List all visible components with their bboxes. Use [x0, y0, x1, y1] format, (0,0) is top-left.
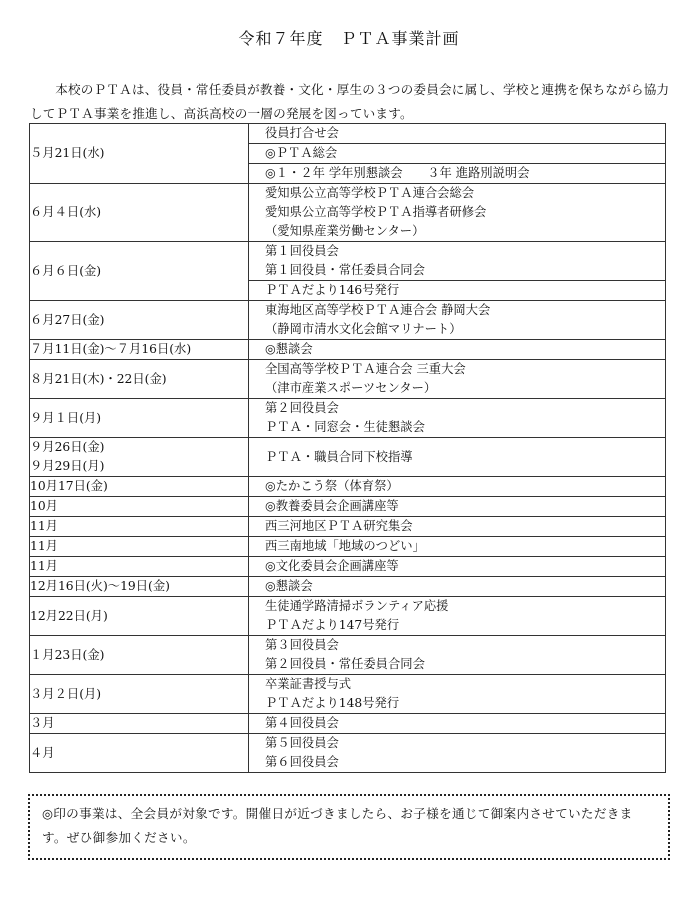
event-item: （愛知県産業労働センター） [265, 224, 425, 238]
date-text: 11月 [30, 519, 58, 533]
note-box: ◎印の事業は、全会員が対象です。開催日が近づきましたら、お子様を通じて御案内させていただきます。ぜひ御参加ください。 [28, 794, 670, 860]
date-text: ８月21日(木)・22日(金) [30, 371, 167, 386]
schedule-events [249, 184, 666, 242]
schedule-row [30, 675, 666, 714]
schedule-date [30, 636, 249, 675]
event-item: 第１回役員会 [265, 244, 339, 258]
schedule-date [30, 360, 249, 399]
schedule-events [249, 537, 666, 557]
schedule-date [30, 184, 249, 242]
event-item: 第２回役員・常任委員合同会 [265, 657, 425, 671]
schedule-row [30, 636, 666, 675]
schedule-date [30, 537, 249, 557]
schedule-events [249, 675, 666, 714]
schedule-date [30, 675, 249, 714]
event-item: 西三河地区ＰＴＡ研究集会 [265, 519, 413, 533]
event-item: 第５回役員会 [265, 736, 339, 750]
event-item: （静岡市清水文化会館マリナート） [265, 322, 462, 336]
schedule-date [30, 301, 249, 340]
event-item: ＰＴＡだより146号発行 [249, 280, 665, 300]
event-item: ◎懇談会 [265, 342, 313, 356]
schedule-row [30, 577, 666, 597]
schedule-row [30, 537, 666, 557]
schedule-events [249, 557, 666, 577]
intro-paragraph: 本校のＰＴＡは、役員・常任委員が教養・文化・厚生の３つの委員会に属し、学校と連携を保ちながら協力してＰＴＡ事業を推進し、高浜高校の一層の発展を図っています。 [30, 82, 670, 121]
date-text: 12月16日(火)～19日(金) [30, 579, 170, 593]
schedule-row [30, 714, 666, 734]
schedule-row [30, 438, 666, 477]
event-item: 第１回役員・常任委員合同会 [265, 263, 425, 277]
date-text: ９月26日(金) [30, 440, 105, 454]
date-text: ３月２日(月) [30, 686, 102, 701]
schedule-date [30, 597, 249, 636]
schedule-events [249, 360, 666, 399]
event-item: 役員打合せ会 [265, 126, 339, 140]
schedule-row [30, 242, 666, 301]
schedule-events [249, 124, 666, 184]
event-item: （津市産業スポーツセンター） [265, 381, 437, 395]
event-item: 東海地区高等学校ＰＴＡ連合会 静岡大会 [265, 303, 491, 317]
schedule-events [249, 597, 666, 636]
schedule-row [30, 301, 666, 340]
event-item: ◎懇談会 [265, 579, 313, 593]
schedule-date [30, 399, 249, 438]
schedule-events [249, 497, 666, 517]
schedule-row [30, 734, 666, 773]
schedule-events [249, 399, 666, 438]
event-item: ＰＴＡ・職員合同下校指導 [265, 449, 413, 464]
event-item: 卒業証書授与式 [265, 677, 352, 691]
event-item: 生徒通学路清掃ボランティア応援 [265, 599, 449, 613]
date-text: ７月11日(金)～７月16日(水) [30, 342, 192, 356]
event-item: 愛知県公立高等学校ＰＴＡ連合会総会 [265, 186, 475, 200]
schedule-date [30, 497, 249, 517]
event-item: 第３回役員会 [265, 638, 339, 652]
event-item: ＰＴＡ・同窓会・生徒懇談会 [265, 420, 425, 434]
event-item: ◎ＰＴＡ総会 [249, 143, 665, 163]
schedule-date [30, 340, 249, 360]
schedule-row [30, 124, 666, 184]
schedule-events [249, 477, 666, 497]
schedule-events [249, 577, 666, 597]
date-text: 12月22日(月) [30, 608, 108, 623]
date-text: 10月17日(金) [30, 479, 108, 493]
event-item: ◎たかこう祭（体育祭） [265, 479, 399, 493]
schedule-date [30, 438, 249, 477]
event-item: ◎教養委員会企画講座等 [265, 499, 399, 513]
date-text: ５月21日(水) [30, 146, 105, 160]
schedule-date [30, 577, 249, 597]
date-text: ４月 [30, 745, 55, 760]
schedule-events [249, 734, 666, 773]
date-text: ６月６日(金) [30, 263, 102, 278]
event-item: 第２回役員会 [265, 401, 339, 415]
schedule-row [30, 360, 666, 399]
schedule-date [30, 517, 249, 537]
schedule-events [249, 636, 666, 675]
schedule-events [249, 714, 666, 734]
schedule-date [30, 124, 249, 184]
schedule-events [249, 517, 666, 537]
schedule-events [249, 438, 666, 477]
schedule-row [30, 517, 666, 537]
event-item: 全国高等学校ＰＴＡ連合会 三重大会 [265, 362, 466, 376]
schedule-row [30, 399, 666, 438]
schedule-row [30, 184, 666, 242]
date-text: 11月 [30, 539, 58, 553]
schedule-date [30, 477, 249, 497]
date-text: ９月１日(月) [30, 410, 102, 425]
date-text: ６月27日(金) [30, 312, 105, 327]
event-item: ＰＴＡだより147号発行 [265, 618, 400, 632]
schedule-events [249, 301, 666, 340]
event-item: 第６回役員会 [265, 755, 339, 769]
schedule-date [30, 714, 249, 734]
page-title: 令和７年度 ＰＴＡ事業計画 [238, 29, 460, 48]
event-item: ◎文化委員会企画講座等 [265, 559, 399, 573]
date-text: ９月29日(月) [30, 459, 105, 473]
schedule-row [30, 340, 666, 360]
schedule-row [30, 597, 666, 636]
event-item: 第４回役員会 [265, 716, 339, 730]
date-text: 11月 [30, 559, 58, 573]
schedule-row [30, 557, 666, 577]
schedule-events [249, 242, 666, 301]
event-item: 愛知県公立高等学校ＰＴＡ指導者研修会 [265, 205, 487, 219]
date-text: ３月 [30, 716, 55, 730]
date-text: 10月 [30, 499, 58, 513]
schedule-row [30, 477, 666, 497]
date-text: ６月４日(水) [30, 205, 102, 219]
date-text: １月23日(金) [30, 647, 105, 662]
schedule-row [30, 497, 666, 517]
event-item: 西三南地域「地域のつどい」 [265, 539, 425, 553]
schedule-events [249, 340, 666, 360]
schedule-date [30, 242, 249, 301]
schedule-body [30, 124, 666, 773]
event-item: ◎１・２年 学年別懇談会 ３年 進路別説明会 [249, 163, 665, 183]
schedule-date [30, 557, 249, 577]
schedule-date [30, 734, 249, 773]
event-item: ＰＴＡだより148号発行 [265, 696, 400, 710]
schedule-table [29, 123, 666, 773]
